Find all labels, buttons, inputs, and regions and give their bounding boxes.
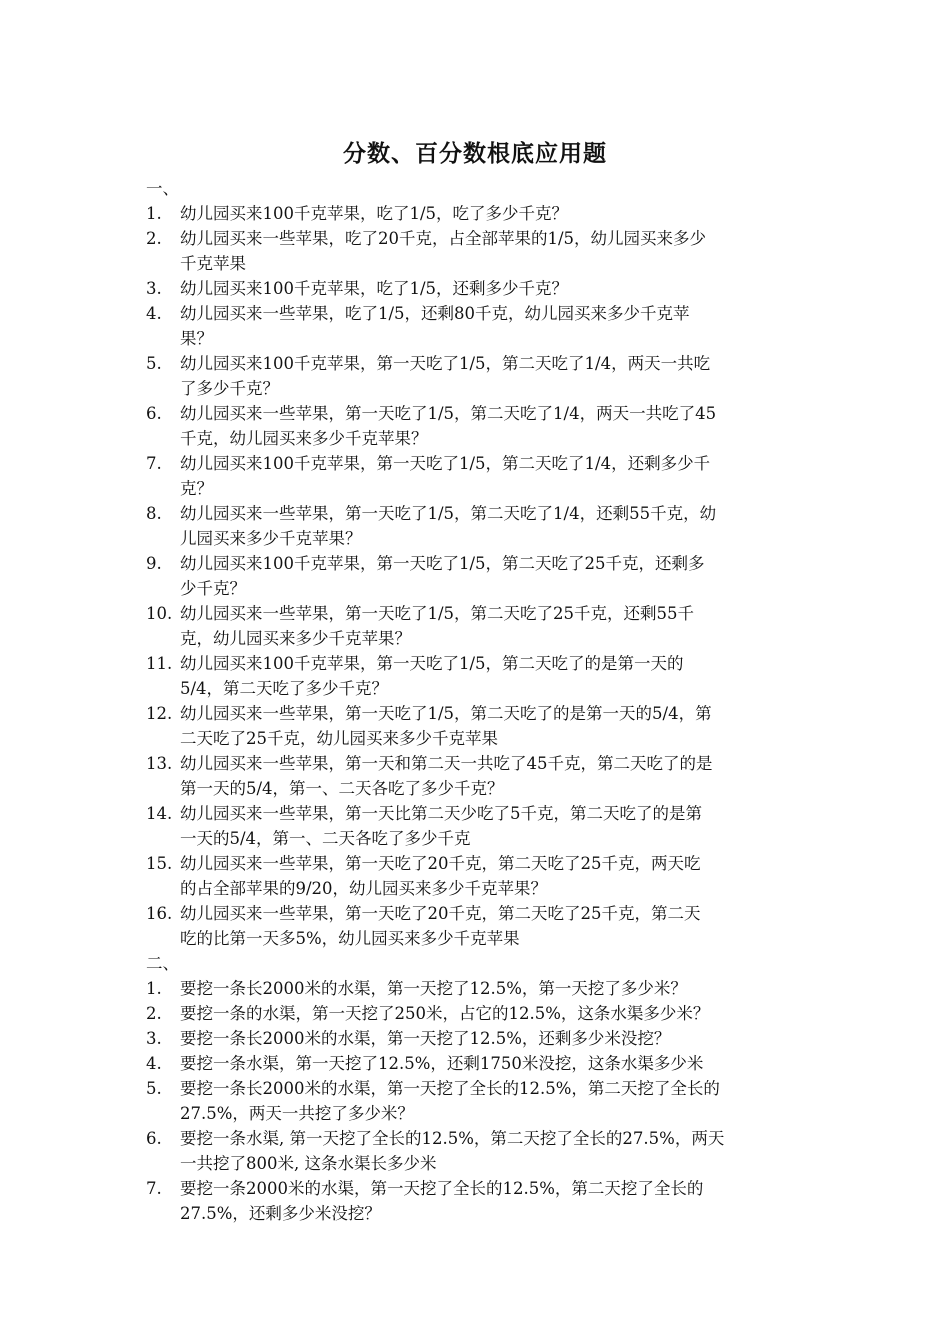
- question-number: 3.: [146, 279, 162, 298]
- question-number: 12.: [146, 704, 173, 723]
- question-text: [180, 1076, 806, 1126]
- question-text-line: 要挖一条水渠, 第一天挖了全长的12.5%，第二天挖了全长的27.5%，两天: [180, 1129, 725, 1148]
- question-text-line: 二天吃了25千克，幼儿园买来多少千克苹果: [180, 729, 498, 748]
- question-text: [180, 601, 806, 651]
- question-text: [180, 451, 806, 501]
- question-text: [180, 551, 806, 601]
- question-number: 4.: [146, 1054, 162, 1073]
- question-text-line: 了多少千克？: [180, 379, 279, 398]
- question-number: 5.: [146, 1079, 162, 1098]
- question-text-line: 幼儿园买来100千克苹果，吃了1/5，吃了多少千克？: [180, 204, 569, 223]
- question-text-line: 要挖一条的水渠，第一天挖了250米，占它的12.5%，这条水渠多少米？: [180, 1004, 710, 1023]
- question-text-line: 幼儿园买来一些苹果，吃了20千克，占全部苹果的1/5，幼儿园买来多少: [180, 229, 707, 248]
- question-item: [146, 601, 806, 651]
- question-item: [146, 401, 806, 451]
- question-item: [146, 201, 806, 226]
- question-text-line: 幼儿园买来100千克苹果，吃了1/5，还剩多少千克？: [180, 279, 569, 298]
- question-text-line: 一天的5/4，第一、二天各吃了多少千克: [180, 829, 471, 848]
- question-text-line: 克，幼儿园买来多少千克苹果？: [180, 629, 411, 648]
- question-item: [146, 276, 806, 301]
- question-text-line: 幼儿园买来一些苹果，第一天吃了1/5，第二天吃了1/4，两天一共吃了45: [180, 404, 717, 423]
- question-item: [146, 226, 806, 276]
- question-text-line: 27.5%，还剩多少米没挖？: [180, 1204, 381, 1223]
- question-text-line: 要挖一条2000米的水渠，第一天挖了全长的12.5%，第二天挖了全长的: [180, 1179, 704, 1198]
- question-text-line: 幼儿园买来一些苹果，第一天吃了1/5，第二天吃了的是第一天的5/4，第: [180, 704, 712, 723]
- question-text: [180, 751, 806, 801]
- question-item: [146, 1026, 806, 1051]
- question-text: [180, 901, 806, 951]
- question-number: 14.: [146, 804, 173, 823]
- question-text-line: 第一天的5/4，第一、二天各吃了多少千克？: [180, 779, 504, 798]
- question-text-line: 幼儿园买来100千克苹果，第一天吃了1/5，第二天吃了25千克，还剩多: [180, 554, 705, 573]
- question-text: [180, 1176, 806, 1226]
- question-text: [180, 401, 806, 451]
- question-number: 4.: [146, 304, 162, 323]
- question-text-line: 幼儿园买来一些苹果，第一天吃了20千克，第二天吃了25千克，两天吃: [180, 854, 701, 873]
- question-text-line: 幼儿园买来一些苹果，第一天吃了20千克，第二天吃了25千克，第二天: [180, 904, 701, 923]
- question-number: 8.: [146, 504, 162, 523]
- question-item: [146, 801, 806, 851]
- question-text-line: 5/4，第二天吃了多少千克？: [180, 679, 389, 698]
- question-text-line: 一共挖了800米, 这条水渠长多少米: [180, 1154, 437, 1173]
- question-text: [180, 351, 806, 401]
- question-text: [180, 1026, 806, 1051]
- question-text-line: 幼儿园买来100千克苹果，第一天吃了1/5，第二天吃了的是第一天的: [180, 654, 684, 673]
- question-text-line: 幼儿园买来一些苹果，第一天比第二天少吃了5千克，第二天吃了的是第: [180, 804, 702, 823]
- question-item: [146, 1051, 806, 1076]
- question-number: 15.: [146, 854, 173, 873]
- question-text-line: 27.5%，两天一共挖了多少米？: [180, 1104, 414, 1123]
- question-item: [146, 1176, 806, 1226]
- question-text-line: 幼儿园买来一些苹果，第一天吃了1/5，第二天吃了25千克，还剩55千: [180, 604, 695, 623]
- question-number: 1.: [146, 204, 162, 223]
- question-item: [146, 551, 806, 601]
- section-label: 二、: [146, 954, 179, 973]
- question-text: [180, 226, 806, 276]
- question-text-line: 少千克？: [180, 579, 246, 598]
- question-text: [180, 851, 806, 901]
- question-item: [146, 451, 806, 501]
- question-number: 3.: [146, 1029, 162, 1048]
- question-item: [146, 301, 806, 351]
- question-text-line: 儿园买来多少千克苹果？: [180, 529, 362, 548]
- question-text-line: 要挖一条长2000米的水渠，第一天挖了12.5%，还剩多少米没挖？: [180, 1029, 671, 1048]
- question-item: [146, 651, 806, 701]
- question-text: [180, 301, 806, 351]
- question-text-line: 吃的比第一天多5%，幼儿园买来多少千克苹果: [180, 929, 520, 948]
- question-text: [180, 701, 806, 751]
- question-number: 6.: [146, 1129, 162, 1148]
- question-item: [146, 701, 806, 751]
- question-text-line: 幼儿园买来一些苹果，第一天吃了1/5，第二天吃了1/4，还剩55千克，幼: [180, 504, 717, 523]
- question-item: [146, 501, 806, 551]
- question-text: [180, 1001, 806, 1026]
- question-text-line: 果？: [180, 329, 213, 348]
- question-list: [146, 176, 806, 1226]
- question-number: 9.: [146, 554, 162, 573]
- question-item: [146, 1126, 806, 1176]
- question-text-line: 要挖一条长2000米的水渠，第一天挖了全长的12.5%，第二天挖了全长的: [180, 1079, 720, 1098]
- question-text: [180, 276, 806, 301]
- question-number: 2.: [146, 1004, 162, 1023]
- question-text: [180, 651, 806, 701]
- question-text-line: 的占全部苹果的9/20，幼儿园买来多少千克苹果？: [180, 879, 548, 898]
- question-number: 7.: [146, 1179, 162, 1198]
- question-text-line: 幼儿园买来100千克苹果，第一天吃了1/5，第二天吃了1/4，两天一共吃: [180, 354, 711, 373]
- question-text-line: 幼儿园买来一些苹果，吃了1/5，还剩80千克，幼儿园买来多少千克苹: [180, 304, 690, 323]
- question-number: 13.: [146, 754, 173, 773]
- question-text-line: 千克苹果: [180, 254, 246, 273]
- question-text-line: 要挖一条水渠，第一天挖了12.5%，还剩1750米没挖，这条水渠多少米: [180, 1054, 704, 1073]
- question-item: [146, 751, 806, 801]
- section-label: 一、: [146, 179, 179, 198]
- question-text: [180, 976, 806, 1001]
- page-title: 分数、百分数根底应用题: [343, 141, 607, 167]
- question-number: 5.: [146, 354, 162, 373]
- question-item: [146, 1001, 806, 1026]
- question-item: [146, 1076, 806, 1126]
- question-number: 6.: [146, 404, 162, 423]
- question-item: [146, 901, 806, 951]
- question-item: [146, 351, 806, 401]
- question-number: 2.: [146, 229, 162, 248]
- question-text-line: 千克，幼儿园买来多少千克苹果？: [180, 429, 428, 448]
- question-text: [180, 201, 806, 226]
- question-text-line: 要挖一条长2000米的水渠，第一天挖了12.5%，第一天挖了多少米？: [180, 979, 687, 998]
- question-item: [146, 851, 806, 901]
- question-item: [146, 976, 806, 1001]
- question-text-line: 幼儿园买来一些苹果，第一天和第二天一共吃了45千克，第二天吃了的是: [180, 754, 713, 773]
- question-number: 16.: [146, 904, 173, 923]
- question-text: [180, 801, 806, 851]
- question-text-line: 幼儿园买来100千克苹果，第一天吃了1/5，第二天吃了1/4，还剩多少千: [180, 454, 711, 473]
- question-number: 7.: [146, 454, 162, 473]
- question-number: 10.: [146, 604, 173, 623]
- question-text: [180, 1051, 806, 1076]
- question-number: 11.: [146, 654, 173, 673]
- question-text: [180, 501, 806, 551]
- question-text-line: 克？: [180, 479, 213, 498]
- question-text: [180, 1126, 806, 1176]
- question-number: 1.: [146, 979, 162, 998]
